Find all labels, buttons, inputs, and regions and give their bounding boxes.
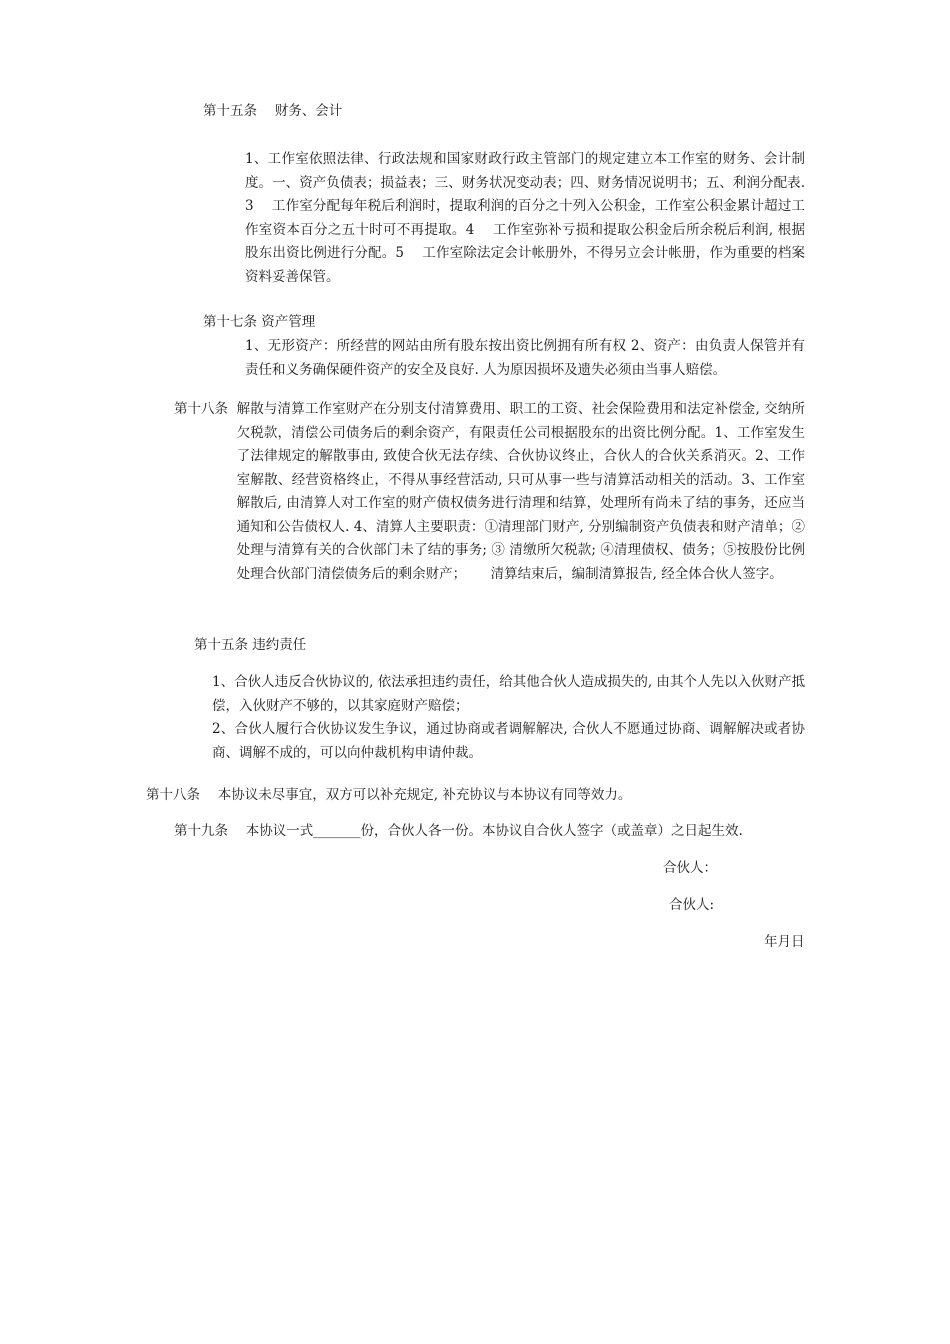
article-18-supplement: 第十八条 本协议未尽事宜，双方可以补充规定, 补充协议与本协议有同等效力。	[146, 787, 632, 803]
article-17-body: 1、无形资产：所经营的网站由所有股东按出资比例拥有所有权 2、资产：由负责人保管并有责任和义务确保硬件资产的安全及良好. 人为原因损坏及遗失必须由当事人赔偿。	[245, 338, 805, 378]
breach-item-1: 1、合伙人违反合伙协议的, 依法承担违约责任，给其他合伙人造成损失的, 由其个人先以入伙财产抵偿，入伙财产不够的，以其家庭财产赔偿；	[212, 674, 805, 714]
article-18-body: 解散与清算工作室财产在分别支付清算费用、职工的工资、社会保险费用和法定补偿金, 交纳所欠税款，清偿公司债务后的剩余资产，有限责任公司根据股东的出资比例分配。1、工作室发生了法律规定的解散事由, 致使合伙无法存续、合伙协议终止，合伙人的合伙关系消灭。2、工作室解散、经营资格终止，不得从事经营活动, 只可从事一些与清算活动相关的活动。3、工作室解散后, 由清算人对工作室的财产债权债务进行清理和结算，处理所有尚未了结的事务，还应当通知和公告债权人. 4、清算人主要职责：①清理部门财产, 分别编制资产负债表和财产清单；②处理与清算有关的合伙部门未了结的事务; ③ 清缴所欠税款; ④清理债权、债务；⑤按股份比例处理合伙部门清偿债务后的剩余财产； 清算结束后，编制清算报告, 经全体合伙人签字。	[236, 401, 805, 582]
article-18-label: 第十八条	[174, 401, 237, 417]
partner-signature-2: 合伙人:	[669, 897, 715, 913]
article-18-dissolution	[174, 398, 805, 586]
partner-signature-1: 合伙人：	[663, 860, 717, 876]
breach-item-2: 2、合伙人履行合伙协议发生争议，通过协商或者调解解决, 合伙人不愿通过协商、调解解决或者协商、调解不成的，可以向仲裁机构申请仲裁。	[212, 721, 805, 761]
article-19-effect: 第十九条 本协议一式_______份，合伙人各一份。本协议自合伙人签字（或盖章）之日起生效.	[174, 823, 743, 839]
article-15-heading: 第十五条 财务、会计	[203, 103, 343, 119]
article-17-heading: 第十七条 资产管理	[203, 314, 316, 330]
signature-date: 年月日	[764, 934, 805, 950]
article-15-body: 1、工作室依照法律、行政法规和国家财政行政主管部门的规定建立本工作室的财务、会计制度。一、资产负债表；损益表；三、财务状况变动表；四、财务情况说明书；五、利润分配表. 3 工作室分配每年税后利润时，提取利润的百分之十列入公积金，工作室公积金累计超过工作室资本百分之五十时可不再提取。4 工作室弥补亏损和提取公积金后所余税后利润, 根据股东出资比例进行分配。5 工作室除法定会计帐册外，不得另立会计帐册，作为重要的档案资料妥善保管。	[245, 151, 805, 285]
article-15-breach-heading: 第十五条 违约责任	[194, 637, 307, 653]
